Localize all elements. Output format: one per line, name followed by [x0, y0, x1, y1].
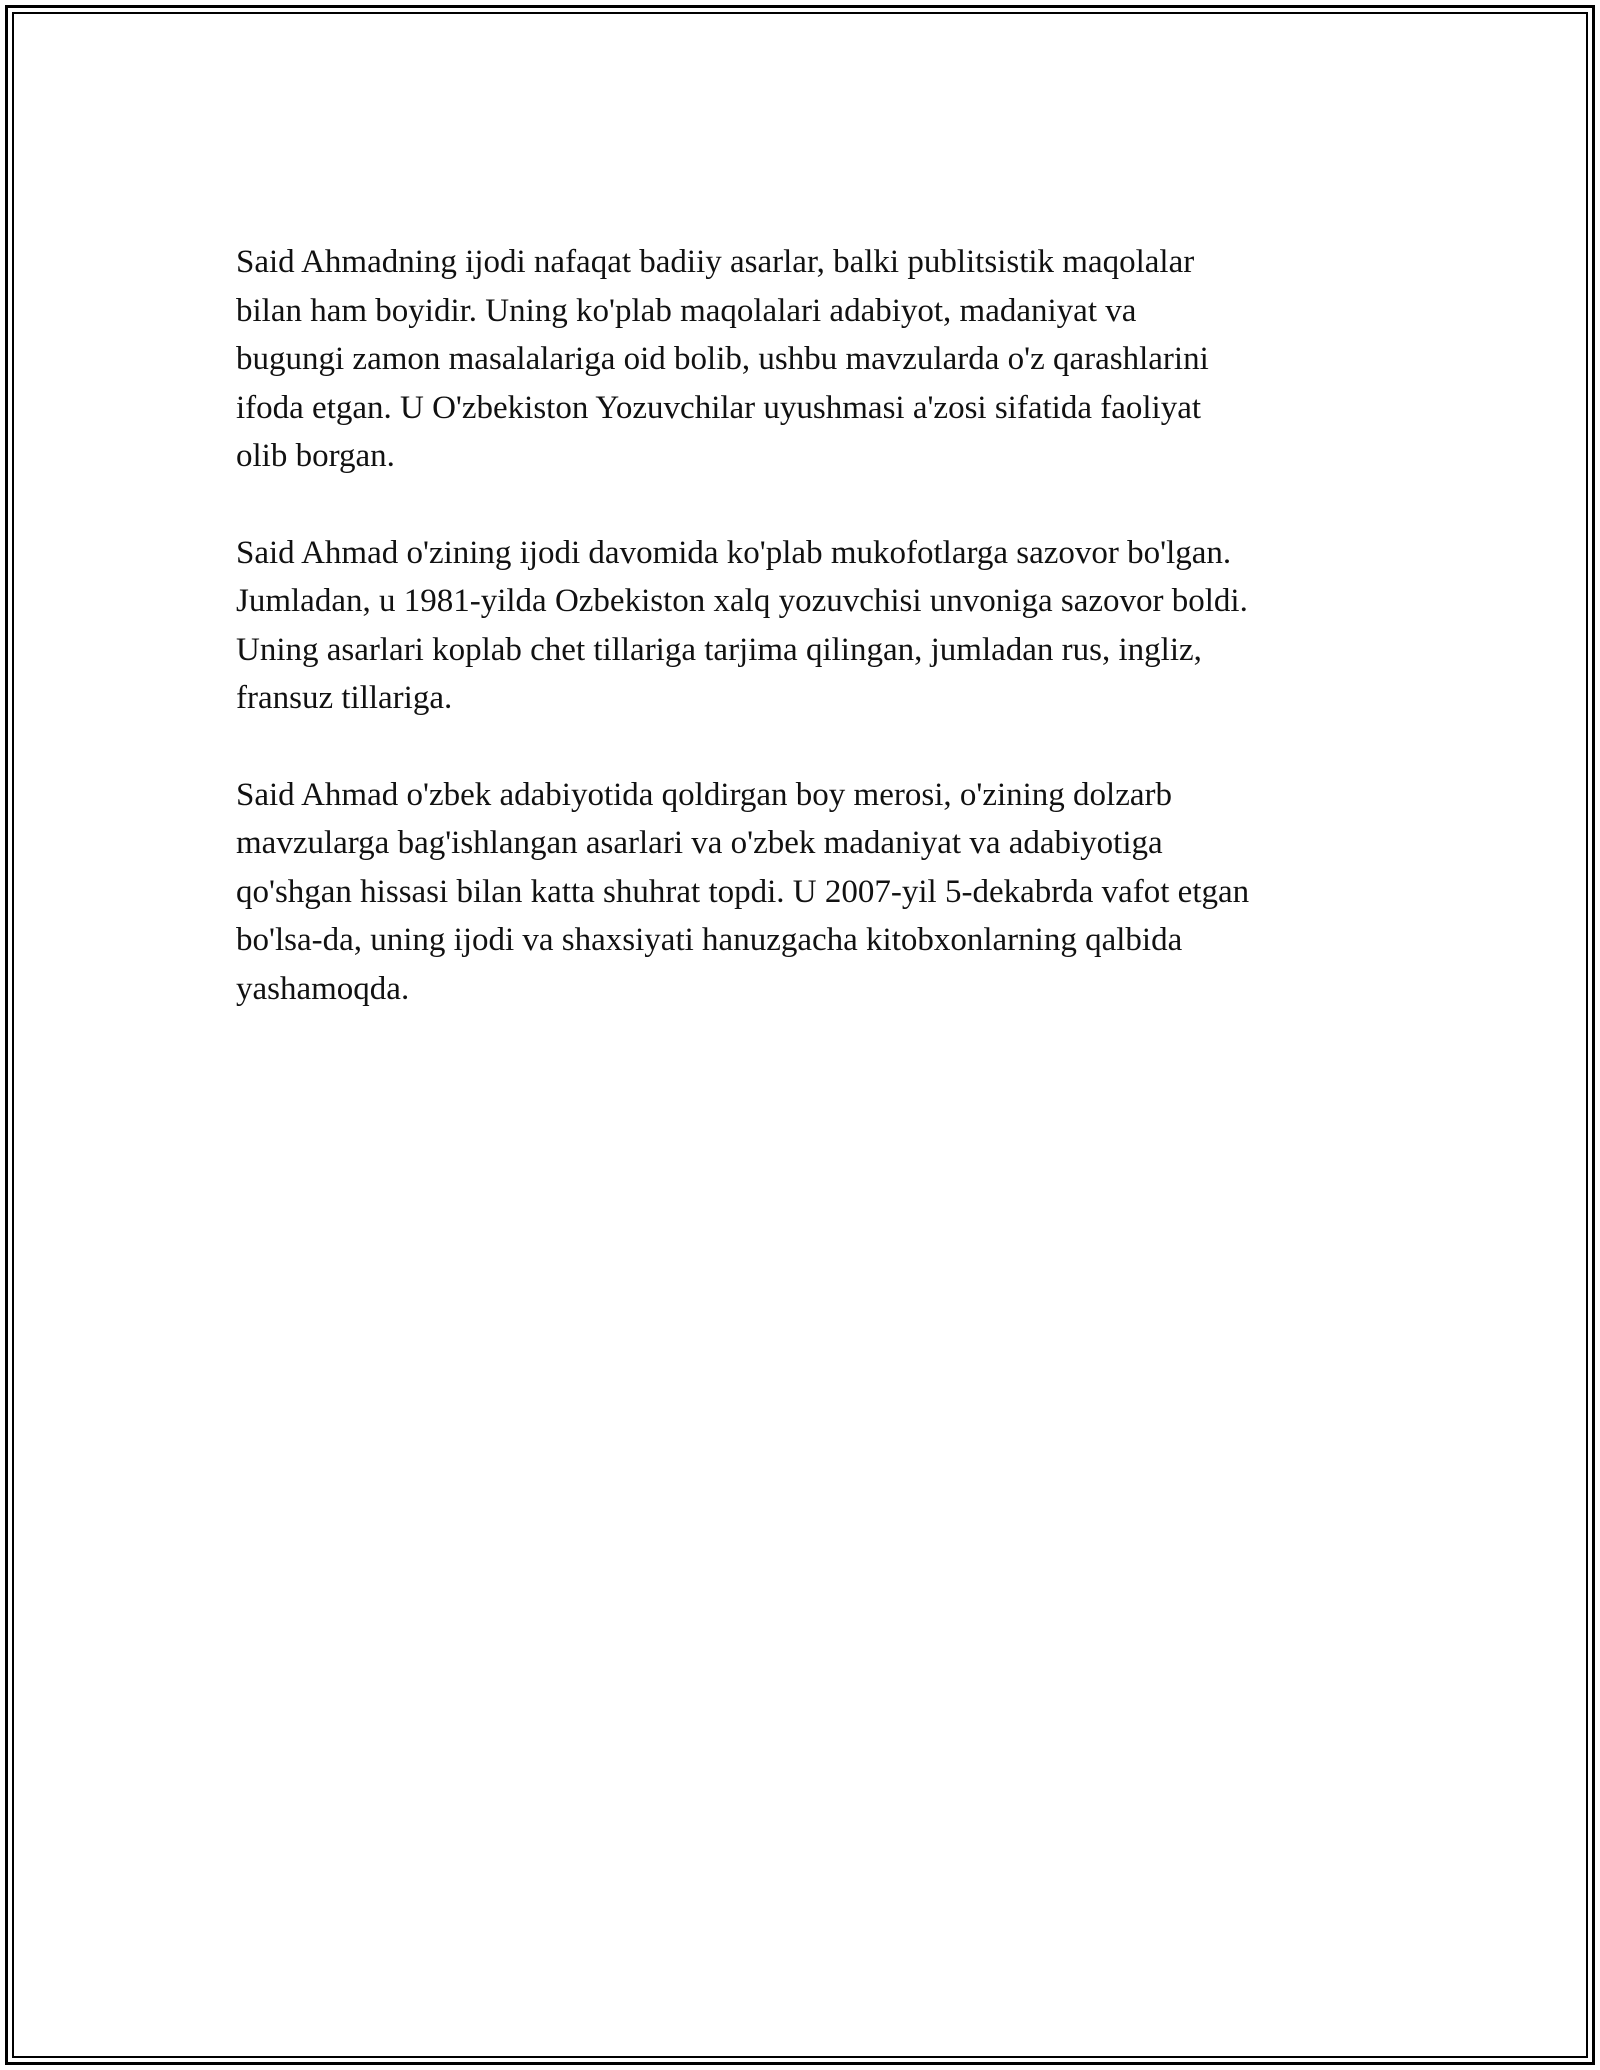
document-body — [236, 238, 1386, 1061]
paragraph-2: Said Ahmad o'zining ijodi davomida ko'plab mukofotlarga sazovor bo'lgan. Jumladan, u 1981-yilda Ozbekiston xalq yozuvchisi unvoniga sazovor boldi. Uning asarlari koplab chet tillariga tarjima qilingan, jumladan rus, ingliz, fransuz tillariga. — [236, 534, 1248, 716]
paragraph-1: Said Ahmadning ijodi nafaqat badiiy asarlar, balki publitsistik maqolalar bilan ham boyidir. Uning ko'plab maqolalari adabiyot, madaniyat va bugungi zamon masalalariga oid bolib, ushbu mavzularda o'z qarashlarini ifoda etgan. U O'zbekiston Yozuvchilar uyushmasi a'zosi sifatida faoliyat olib borgan. — [236, 244, 1209, 474]
paragraph-3: Said Ahmad o'zbek adabiyotida qoldirgan boy merosi, o'zining dolzarb mavzularga bag'ishlangan asarlari va o'zbek madaniyat va adabiyotiga qo'shgan hissasi bilan katta shuhrat topdi. U 2007-yil 5-dekabrda vafot etgan bo'lsa-da, uning ijodi va shaxsiyati hanuzgacha kitobxonlarning qalbida yashamoqda. — [236, 776, 1250, 1007]
